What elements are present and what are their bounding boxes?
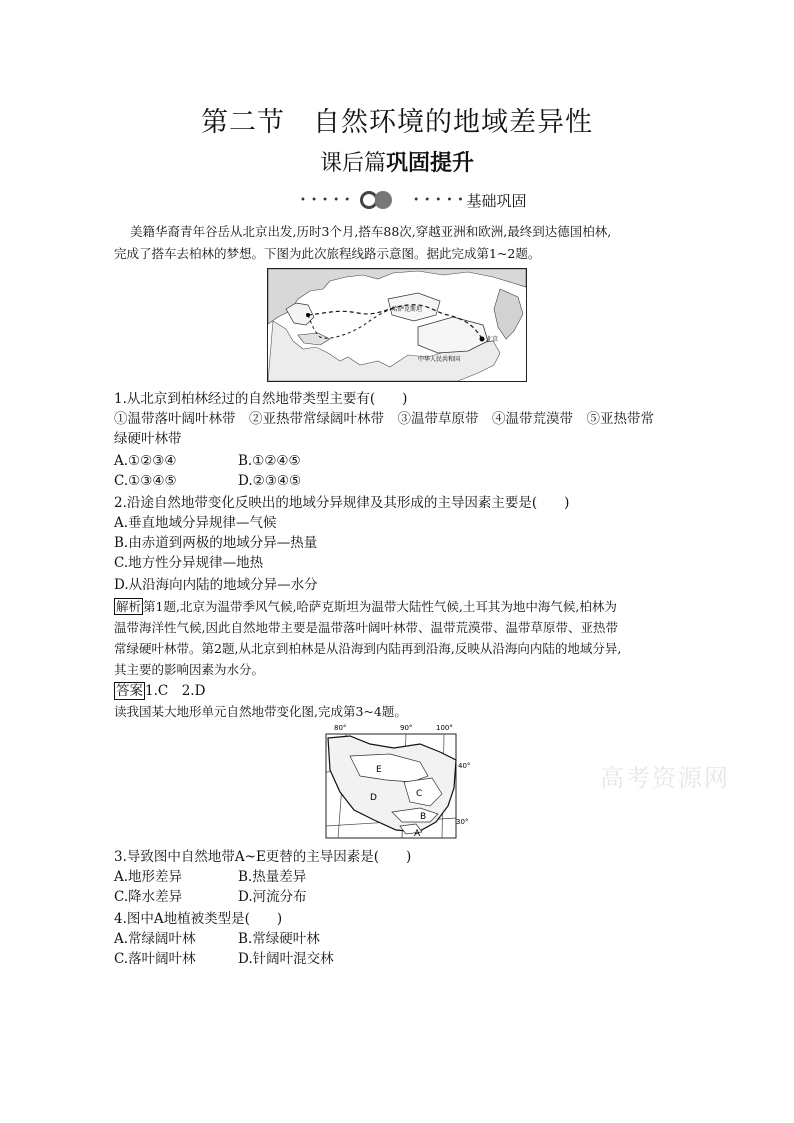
q4-option-b: B.常绿硬叶林: [238, 931, 320, 947]
analysis-line-4: 其主要的影响因素为水分。: [114, 662, 265, 677]
q4-options-row-2: [114, 949, 334, 969]
answer-text: 1.C 2.D: [145, 683, 206, 699]
q1-option-a: A.①②③④: [114, 453, 177, 469]
dots-decor-left: • • • • •: [300, 194, 352, 206]
lat-40: 40°: [458, 762, 471, 770]
section-header: [300, 190, 526, 210]
dots-decor-right: • • • • •: [413, 194, 465, 206]
q4-option-d: D.针阔叶混交林: [238, 951, 334, 967]
lon-80: 80°: [334, 724, 347, 732]
map1-kazakh-label: 哈萨克斯坦: [392, 306, 423, 313]
subtitle-bold: 巩固提升: [386, 151, 475, 176]
q1-options-row-1: [114, 451, 301, 471]
page-subtitle: [0, 146, 794, 177]
q1-option-c: C.①③④⑤: [114, 473, 177, 489]
zone-d: D: [370, 793, 377, 803]
q1-choices-2: 绿硬叶林带: [114, 431, 182, 447]
q2-option-b: B.由赤道到两极的地域分异—热量: [114, 535, 318, 551]
q2-stem: 2.沿途自然地带变化反映出的地域分异规律及其形成的主导因素主要是( ): [114, 495, 570, 511]
analysis-text-1: 第1题,北京为温带季风气候,哈萨克斯坦为温带大陆性气候,土耳其为地中海气候,柏林为: [143, 599, 617, 614]
q1-stem: 1.从北京到柏林经过的自然地带类型主要有( ): [114, 391, 408, 407]
answer-line: [114, 681, 205, 701]
lon-90: 90°: [400, 724, 413, 732]
q3-option-c: C.降水差异: [114, 889, 183, 905]
analysis-line-2: 温带海洋性气候,因此自然地带主要是温带落叶阔叶林带、温带荒漠带、温带草原带、亚热带: [114, 620, 618, 635]
answer-tag: 答案: [116, 683, 143, 699]
zone-e: E: [376, 765, 382, 775]
q3-option-b: B.热量差异: [238, 869, 307, 885]
watermark: 高考资源网: [600, 764, 730, 792]
q2-option-d: D.从沿海向内陆的地域分异—水分: [114, 577, 318, 593]
zone-c: C: [416, 789, 423, 799]
q1-options-row-2: [114, 471, 301, 491]
intro-2: 读我国某大地形单元自然地带变化图,完成第3~4题。: [114, 704, 407, 719]
q1-option-d: D.②③④⑤: [238, 473, 302, 489]
analysis-line-3: 常绿硬叶林带。第2题,从北京到柏林是从沿海到内陆再到沿海,反映从沿海向内陆的地域分异,: [114, 641, 622, 656]
zone-map: [320, 722, 476, 842]
route-map: [267, 268, 527, 382]
lon-100: 100°: [436, 724, 453, 732]
q3-options-row-2: [114, 887, 307, 907]
route-map-svg: [268, 269, 526, 381]
q4-option-a: A.常绿阔叶林: [114, 931, 196, 947]
subtitle-prefix: 课后篇: [319, 151, 386, 176]
q3-option-a: A.地形差异: [114, 869, 183, 885]
map1-start-label: 北京: [486, 336, 499, 343]
q3-stem: 3.导致图中自然地带A~E更替的主导因素是( ): [114, 849, 412, 865]
q2-option-c: C.地方性分异规律—地热: [114, 555, 264, 571]
intro-line-2: 完成了搭车去柏林的梦想。下图为此次旅程线路示意图。据此完成第1~2题。: [114, 246, 541, 261]
intro-line-1: 美籍华裔青年谷岳从北京出发,历时3个月,搭车88次,穿越亚洲和欧洲,最终到达德国柏林,: [130, 224, 612, 239]
zone-map-svg: [320, 722, 476, 842]
zone-a: A: [414, 829, 421, 839]
map1-china-label: 中华人民共和国: [418, 356, 461, 363]
q4-option-c: C.落叶阔叶林: [114, 951, 196, 967]
analysis-line-1: [114, 597, 617, 617]
q3-option-d: D.河流分布: [238, 889, 307, 905]
q4-stem: 4.图中A地植被类型是( ): [114, 911, 283, 927]
section-badge-icon: [355, 189, 403, 211]
section-label: 基础巩固: [466, 191, 527, 210]
q2-option-a: A.垂直地域分异规律—气候: [114, 515, 277, 531]
analysis-tag: 解析: [116, 599, 142, 614]
q3-options-row-1: [114, 867, 306, 887]
lat-30: 30°: [456, 818, 469, 826]
q1-choices-1: ①温带落叶阔叶林带 ②亚热带常绿阔叶林带 ③温带草原带 ④温带荒漠带 ⑤亚热带常: [114, 411, 654, 427]
q1-option-b: B.①②④⑤: [238, 453, 301, 469]
page-title: 第二节 自然环境的地域差异性: [201, 107, 593, 138]
q4-options-row-1: [114, 929, 320, 949]
zone-b: B: [420, 812, 427, 822]
